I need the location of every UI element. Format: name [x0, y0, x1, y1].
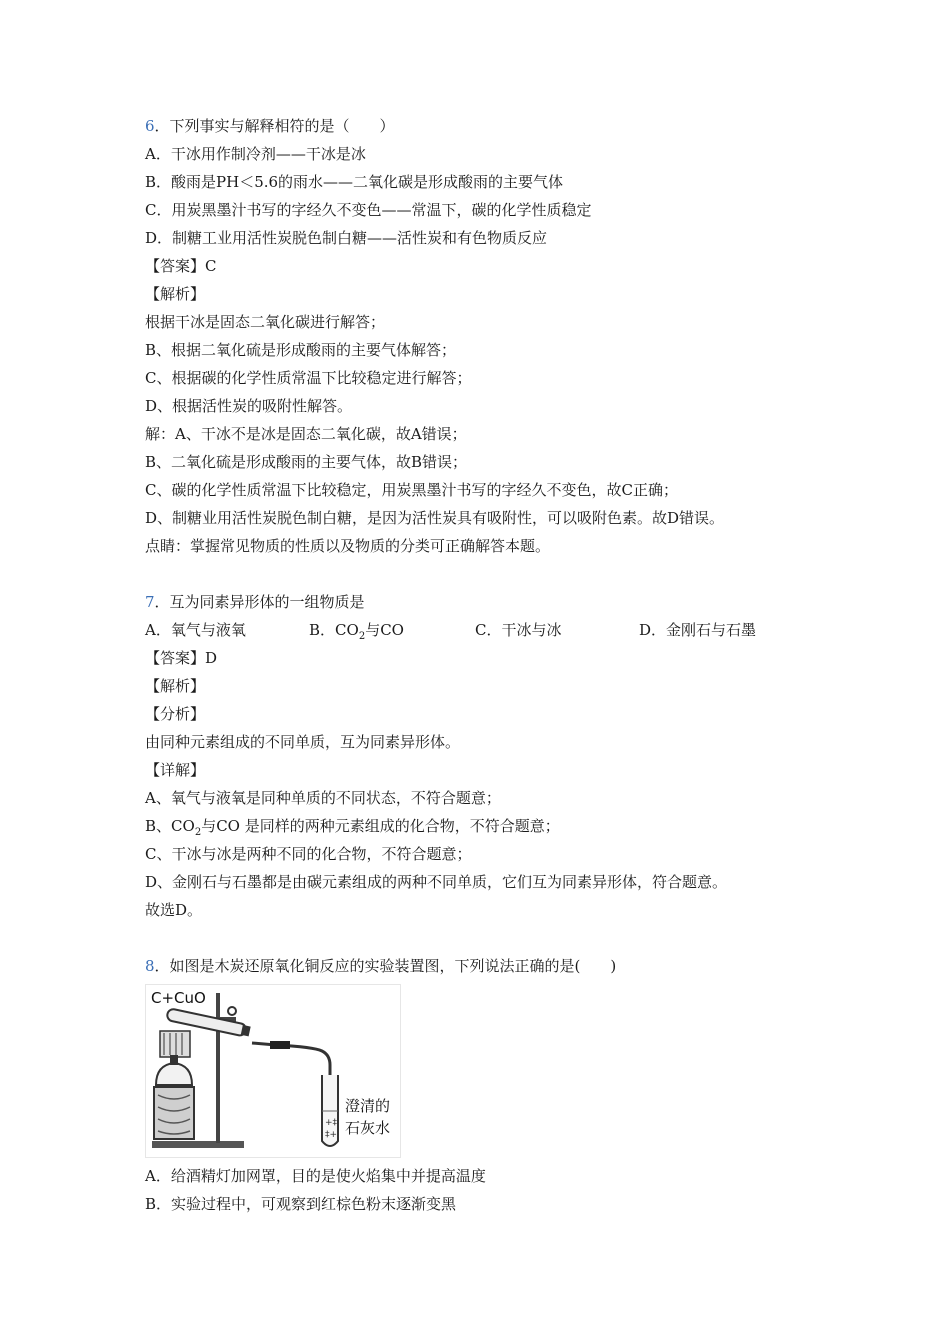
question-number: 8	[145, 957, 155, 975]
analysis-line: B、二氧化硫是形成酸雨的主要气体，故B错误；	[145, 453, 468, 471]
figure-label-limewater-1: 澄清的	[345, 1097, 391, 1115]
question-8-stem: 8．如图是木炭还原氧化铜反应的实验装置图，下列说法正确的是( )	[145, 957, 617, 975]
analysis-line: 解：A、干冰不是冰是固态二氧化碳，故A错误；	[145, 425, 467, 443]
analysis-title: 【解析】	[145, 285, 206, 303]
option-a: A．给酒精灯加网罩，目的是使火焰集中并提高温度	[145, 1167, 486, 1185]
detail-line: C、干冰与冰是两种不同的化合物，不符合题意；	[145, 845, 472, 863]
analysis-line: D、根据活性炭的吸附性解答。	[145, 397, 353, 415]
options-row	[145, 616, 845, 644]
analysis-line: C、碳的化学性质常温下比较稳定，用炭黑墨汁书写的字经久不变色，故C正确；	[145, 481, 678, 499]
option-b: B．酸雨是PH＜5.6的雨水——二氧化碳是形成酸雨的主要气体	[145, 173, 564, 191]
option-d: D．制糖工业用活性炭脱色制白糖——活性炭和有色物质反应	[145, 229, 548, 247]
analysis-line: 根据干冰是固态二氧化碳进行解答；	[145, 313, 386, 331]
apparatus-drawing	[146, 985, 400, 1157]
svg-text:‡+: ‡+	[325, 1130, 338, 1140]
option-c: C．干冰与冰	[475, 621, 562, 639]
detail-line: B、$CO_2$与CO 是同样的两种元素组成的化合物，不符合题意；	[145, 817, 560, 838]
analysis-line: 点睛：掌握常见物质的性质以及物质的分类可正确解答本题。	[145, 537, 551, 555]
option-b: B．实验过程中，可观察到红棕色粉末逐渐变黑	[145, 1195, 457, 1213]
answer: 【答案】C	[145, 257, 217, 275]
stand-base	[152, 1141, 244, 1148]
detail-line: A、氧气与液氧是同种单质的不同状态，不符合题意；	[145, 789, 501, 807]
figure-label-limewater-2: 石灰水	[345, 1119, 391, 1137]
analysis-line: C、根据碳的化学性质常温下比较稳定进行解答；	[145, 369, 472, 387]
detail-title: 【详解】	[145, 761, 206, 779]
apparatus-figure	[145, 984, 401, 1158]
answer: 【答案】D	[145, 649, 218, 667]
fenxi-text: 由同种元素组成的不同单质，互为同素异形体。	[145, 733, 461, 751]
alcohol-lamp	[156, 1063, 192, 1085]
delivery-tube	[252, 1043, 330, 1125]
fenxi-title: 【分析】	[145, 705, 206, 723]
rubber-connector	[270, 1041, 290, 1049]
analysis-line: D、制糖业用活性炭脱色制白糖，是因为活性炭具有吸附性，可以吸附色素。故D错误。	[145, 509, 725, 527]
detail-line: D、金刚石与石墨都是由碳元素组成的两种不同单质，它们互为同素异形体，符合题意。	[145, 873, 728, 891]
conclusion: 故选D。	[145, 901, 203, 919]
figure-label-reactants: C+CuO	[151, 989, 206, 1007]
option-c: C．用炭黑墨汁书写的字经久不变色——常温下，碳的化学性质稳定	[145, 201, 592, 219]
stand-rod	[216, 993, 220, 1143]
option-b: B．$CO_2$与CO	[309, 621, 404, 642]
svg-text:+‡: +‡	[325, 1118, 338, 1128]
question-number: 6	[145, 117, 155, 135]
option-a: A．氧气与液氧	[145, 621, 246, 639]
document-page	[145, 112, 845, 1218]
analysis-line: B、根据二氧化硫是形成酸雨的主要气体解答；	[145, 341, 457, 359]
question-6-stem: 6．下列事实与解释相符的是（ ）	[145, 117, 395, 135]
question-number: 7	[145, 593, 155, 611]
question-7-stem: 7．互为同素异形体的一组物质是	[145, 593, 365, 611]
analysis-title: 【解析】	[145, 677, 206, 695]
option-a: A．干冰用作制冷剂——干冰是冰	[145, 145, 366, 163]
option-d: D．金刚石与石墨	[639, 621, 757, 639]
